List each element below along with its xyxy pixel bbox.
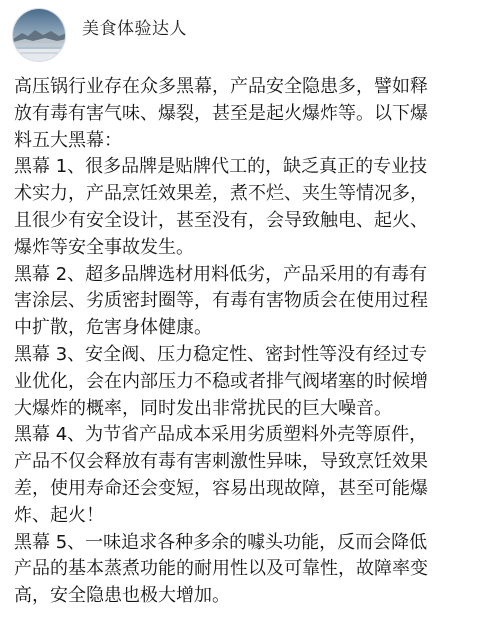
text-line: 产品不仅会释放有毒有害刺激性异味，导致烹饪效果 bbox=[14, 451, 428, 473]
list-item bbox=[14, 422, 470, 529]
text-line: 高压锅行业存在众多黑幕，产品安全隐患多，譬如释 bbox=[14, 76, 428, 97]
text-line: 产品的基本蒸煮功能的耐用性以及可靠性，故障率变 bbox=[14, 558, 428, 580]
text-line: 中扩散，危害身体健康。 bbox=[14, 317, 212, 339]
avatar[interactable] bbox=[12, 8, 66, 62]
text-line: 术实力，产品烹饪效果差，煮不烂、夹生等情况多， bbox=[14, 183, 428, 205]
text-line: 差，使用寿命还会变短，容易出现故障，甚至可能爆 bbox=[14, 477, 428, 499]
text-line: 黑幕 2、超多品牌选材用料低劣，产品采用的有毒有 bbox=[14, 263, 428, 285]
list-item bbox=[14, 154, 470, 261]
author-name[interactable]: 美食体验达人 bbox=[82, 19, 187, 39]
list-item bbox=[14, 342, 470, 422]
text-line: 黑幕 5、一味追求各种多余的噱头功能，反而会降低 bbox=[14, 531, 428, 553]
text-line: 黑幕 4、为节省产品成本采用劣质塑料外壳等原件， bbox=[14, 424, 428, 446]
post-body bbox=[14, 74, 470, 610]
text-line: 业优化，会在内部压力不稳或者排气阀堵塞的时候增 bbox=[14, 370, 428, 392]
text-line: 大爆炸的概率，同时发出非常扰民的巨大噪音。 bbox=[14, 397, 392, 419]
list-item bbox=[14, 262, 470, 342]
text-line: 害涂层、劣质密封圈等，有毒有害物质会在使用过程 bbox=[14, 290, 428, 312]
text-line: 炸、起火！ bbox=[14, 504, 104, 526]
list-item bbox=[14, 530, 470, 610]
post-header bbox=[0, 0, 479, 66]
text-line: 且很少有安全设计，甚至没有，会导致触电、起火、 bbox=[14, 209, 428, 231]
text-line: 黑幕 3、安全阀、压力稳定性、密封性等没有经过专 bbox=[14, 343, 428, 365]
text-line: 放有毒有害气味、爆裂，甚至是起火爆炸等。以下爆 bbox=[14, 102, 428, 124]
intro-paragraph bbox=[14, 74, 470, 154]
text-line: 料五大黑幕： bbox=[14, 129, 122, 151]
text-line: 爆炸等安全事故发生。 bbox=[14, 236, 194, 258]
text-line: 高，安全隐患也极大增加。 bbox=[14, 585, 230, 607]
landscape-avatar-icon bbox=[13, 9, 66, 62]
text-line: 黑幕 1、很多品牌是贴牌代工的，缺乏真正的专业技 bbox=[14, 156, 428, 178]
